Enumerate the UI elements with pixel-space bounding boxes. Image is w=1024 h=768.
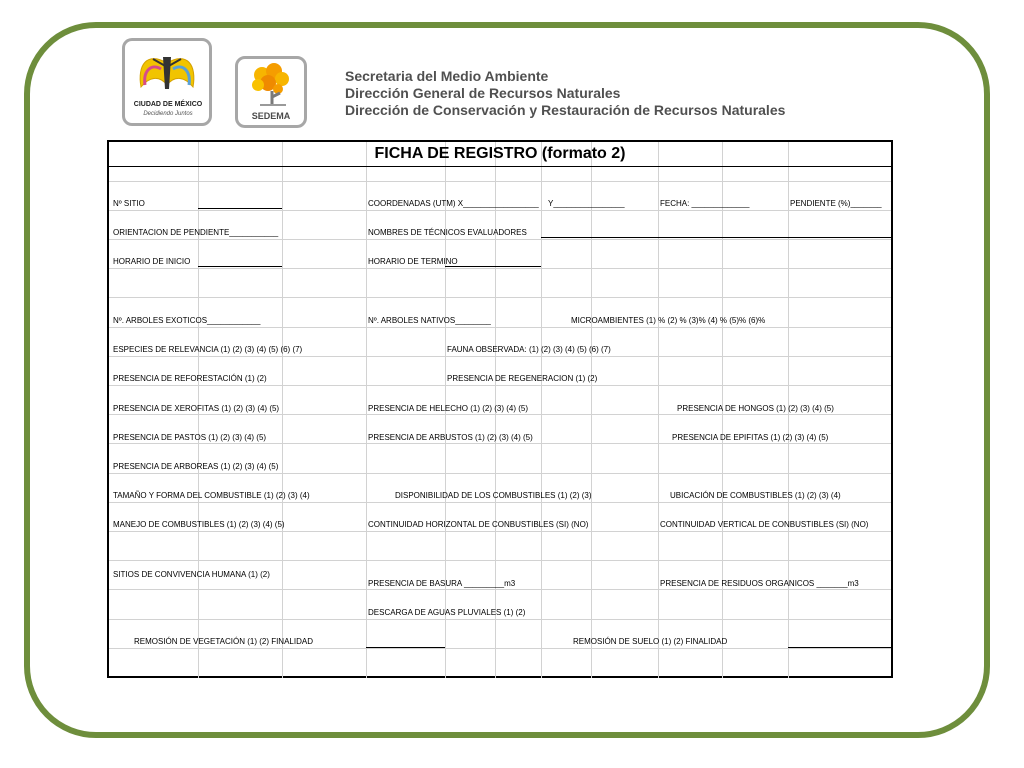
- cdmx-logo-slogan: Decidiendo Juntos: [143, 111, 193, 117]
- grid-line: [109, 356, 891, 357]
- grid-line: [109, 414, 891, 415]
- epifitas-label: PRESENCIA DE EPIFITAS (1) (2) (3) (4) (5): [672, 433, 829, 442]
- horario-inicio-label: HORARIO DE INICIO: [113, 257, 191, 266]
- finalidad-vegetacion-field[interactable]: [366, 647, 445, 648]
- helecho-label: PRESENCIA DE HELECHO (1) (2) (3) (4) (5): [368, 404, 529, 413]
- grid-line: [109, 210, 891, 211]
- cdmx-logo-name: CIUDAD DE MÉXICO: [133, 101, 203, 108]
- especies-label: ESPECIES DE RELEVANCIA (1) (2) (3) (4) (5) (6) (7): [113, 345, 303, 354]
- coordenadas-label: COORDENADAS (UTM) X_________________: [368, 199, 539, 208]
- sedema-logo: [235, 56, 307, 128]
- pastos-label: PRESENCIA DE PASTOS (1) (2) (3) (4) (5): [113, 433, 267, 442]
- grid-line: [109, 239, 891, 240]
- title-divider: [109, 166, 891, 167]
- grid-line: [109, 297, 891, 298]
- org-line-3: Dirección de Conservación y Restauración de Recursos Naturales: [345, 102, 786, 118]
- horario-termino-label: HORARIO DE TERMINO: [368, 257, 458, 266]
- grid-line: [109, 443, 891, 444]
- tamano-combustible-label: TAMAÑO Y FORMA DEL COMBUSTIBLE (1) (2) (3) (4): [113, 491, 310, 500]
- ubicacion-label: UBICACIÓN DE COMBUSTIBLES (1) (2) (3) (4): [670, 491, 841, 500]
- grid-line: [109, 619, 891, 620]
- manejo-label: MANEJO DE COMBUSTIBLES (1) (2) (3) (4) (5): [113, 520, 285, 529]
- angel-icon: [125, 41, 209, 101]
- sitio-field[interactable]: [198, 208, 282, 209]
- grid-line: [109, 268, 891, 269]
- grid-line: [366, 142, 367, 678]
- tree-icon: [238, 59, 304, 109]
- sedema-logo-name: SEDEMA: [251, 111, 291, 121]
- microambientes-label: MICROAMBIENTES (1) % (2) % (3)% (4) % (5)% (6)%: [571, 316, 766, 325]
- org-line-2: Dirección General de Recursos Naturales: [345, 85, 621, 101]
- grid-line: [282, 142, 283, 678]
- continuidad-horizontal-label: CONTINUIDAD HORIZONTAL DE CONBUSTIBLES (SI) (NO): [368, 520, 589, 529]
- convivencia-label: SITIOS DE CONVIVENCIA HUMANA (1) (2): [113, 570, 270, 579]
- arbustos-label: PRESENCIA DE ARBUSTOS (1) (2) (3) (4) (5): [368, 433, 533, 442]
- xerofitas-label: PRESENCIA DE XEROFITAS (1) (2) (3) (4) (5): [113, 404, 280, 413]
- tecnicos-field[interactable]: [541, 237, 891, 238]
- orientacion-label: ORIENTACION DE PENDIENTE___________: [113, 228, 279, 237]
- finalidad-suelo-field[interactable]: [788, 647, 891, 648]
- grid-line: [109, 589, 891, 590]
- arboreas-label: PRESENCIA DE ARBOREAS (1) (2) (3) (4) (5): [113, 462, 279, 471]
- grid-line: [109, 181, 891, 182]
- residuos-label: PRESENCIA DE RESIDUOS ORGANICOS _______m3: [660, 579, 859, 588]
- remosion-suelo-label: REMOSIÓN DE SUELO (1) (2) FINALIDAD: [573, 637, 728, 646]
- arboles-exoticos-label: Nº. ARBOLES EXOTICOS____________: [113, 316, 261, 325]
- form-title: FICHA DE REGISTRO (formato 2): [374, 145, 626, 162]
- fauna-label: FAUNA OBSERVADA: (1) (2) (3) (4) (5) (6) (7): [447, 345, 611, 354]
- regeneracion-label: PRESENCIA DE REGENERACION (1) (2): [447, 374, 598, 383]
- grid-line: [109, 560, 891, 561]
- hongos-label: PRESENCIA DE HONGOS (1) (2) (3) (4) (5): [677, 404, 834, 413]
- grid-line: [109, 385, 891, 386]
- horario-termino-field[interactable]: [445, 266, 541, 267]
- grid-line: [109, 473, 891, 474]
- continuidad-vertical-label: CONTINUIDAD VERTICAL DE CONBUSTIBLES (SI) (NO): [660, 520, 869, 529]
- grid-line: [109, 327, 891, 328]
- organization-header: [345, 68, 785, 119]
- coordenada-y-label: Y________________: [548, 199, 625, 208]
- org-line-1: Secretaria del Medio Ambiente: [345, 68, 549, 84]
- arboles-nativos-label: Nº. ARBOLES NATIVOS________: [368, 316, 491, 325]
- fecha-label: FECHA: _____________: [660, 199, 750, 208]
- grid-line: [591, 142, 592, 678]
- grid-line: [541, 142, 542, 678]
- basura-label: PRESENCIA DE BASURA _________m3: [368, 579, 516, 588]
- grid-line: [658, 142, 659, 678]
- grid-line: [109, 502, 891, 503]
- sitio-label: Nº SITIO: [113, 199, 145, 208]
- disponibilidad-label: DISPONIBILIDAD DE LOS COMBUSTIBLES (1) (2) (3): [395, 491, 592, 500]
- grid-line: [109, 531, 891, 532]
- reforestacion-label: PRESENCIA DE REFORESTACIÓN (1) (2): [113, 374, 267, 383]
- tecnicos-label: NOMBRES DE TÉCNICOS EVALUADORES: [368, 228, 527, 237]
- horario-inicio-field[interactable]: [198, 266, 282, 267]
- grid-line: [109, 648, 891, 649]
- descarga-label: DESCARGA DE AGUAS PLUVIALES (1) (2): [368, 608, 526, 617]
- pendiente-label: PENDIENTE (%)_______: [790, 199, 882, 208]
- registration-form: [107, 140, 893, 678]
- remosion-vegetacion-label: REMOSIÓN DE VEGETACIÓN (1) (2) FINALIDAD: [134, 637, 313, 646]
- cdmx-logo: [122, 38, 212, 126]
